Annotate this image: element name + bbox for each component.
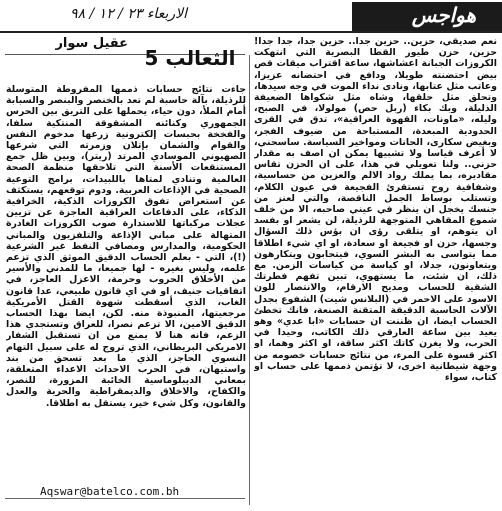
column-banner-label: هواجس <box>411 3 476 27</box>
column-divider <box>249 55 250 505</box>
footer-rule <box>5 498 245 499</box>
article-title: الثعالب 5 <box>144 46 236 70</box>
article-column-right: نعم صديقي، حزين.. حزين جدا.. حزين جدا، جدا جدا! حزين، حزن طيور القطا البصرية التي انتهكت الكروزات الجبانة اعشاشها، ساعة اقتراب ميقات قص بيض احتضنته طويلا، ودافع في احتضانه عزيزا، وعاتب مثل عتابها، ونادى نداء الموت في وجه سيدها، وتحلق مثل حلقها، وشاه مثل شكواها الضعيفة الذليلة، وبك بكاء (ربل حص) مولولا، في الصبح، وليله، «ماونات، القهوة العراقية»، تدق في القرى الحدودية المبعدة، المستباحة من ضيوف الفجر، وبغيض سكارى، الحانات ومواخير السياسة. ساسحني، لا أعرف قياسا ولا تشبيها يمكن ان اصف به مقدار حزني.. ولنا تعويلي في هذا، على ان الحزن تقاس مقاديره، بما يملك رواد الالم والعزين من حساسية، وشفافية روح تستقرئ الفجيعة في عيون الكلام، وتستلب بوساط الجمل الناقصة، والتي لعنز من جنسك يخجل ان ينظر في عيني صاحبه، الا من خلف شموع المقاهي المتوجهة للرذيلة، لن يشعر او بفسد ان يتوهم، او يتلقى رؤى ان بؤس ذلك السؤال وجسها، حزن او فجيعة او سعادة، او اي شيء اطلاقا مما يتواسى به البشر السوي، فيتحابون ويتكارهون ويتعاونون، جدلا، او كياسة من كياسات الزمن. مع ذلك، ان شئت، ما يستهوي، تبين تفهم فطرتك الشقية للحساب ومديح الارقام، والانتصار للون الاسود على الاحمر في (البلانس شيت) الشفوع بجدل الآلات الحاسبة الدقيقة المتقنة الصنعة، فانك تخطئ الحساب ايضا، ان ظننت ان حسابات «ابا عدي» وهو يعيد بين ساعة العارقي ذلك الكاتب، وحيدا في الحرب، ولا يغرن كاتك اكثر ساقة، او اكثر وهما، او اكثر قسوة على المرء، من نتائج حسابات خصومه من وجهة شيطانية اخرى، لا تؤتمن ذممها على حساب او كتاب، سواء <box>254 36 497 384</box>
author-email: Aqswar@batelco.com.bh <box>40 485 180 498</box>
page-header <box>0 0 502 32</box>
column-banner <box>352 2 502 32</box>
author-byline: عقيل سوار <box>55 36 128 51</box>
article-column-left: جاءت نتائج حسابات ذممها المفروطة المتوسلة للرذيلة، بآلة حاسبة لم تعد بالخنصر والبنصر والسبابة أمام الملأ، دون حياء، يحملها على التريق بين الحرس الجمهوري وكنائنه المشقوقة المنتكية سلفا، والفخخة بحبسات إلكترونية زرعها مدخوم النفس والقوام والشمان بإتلان وزمرته التي شرعها الصهيوني الموسادي المرتد (ريتر)، وبين ظل جمع المستنقعات الأسنة التي تلاحقها منظمة الصحة العالمية وتنادي لمتاها باللبيدات، برامج التوعية الصحية في الإذاعات العربية. ودوم توقعهم، يستكثف عن استعراض تفوق الكروزات الذكية، الخرافية الذكاء، على الدفاعات العراقية العاجزة عن تزيين عجلات مركباتها للاستدارة صوب الكروزات الغادرة المتهالة على مباني الإذاعة والتلفزيون والمباني الحكومية، والمدارس ومصافي النفط غير الشرعية (!)، التي - بعلم الحساب الدقيق الموثق الذي تزعم علمه، وليس بغيره - لها جميعا، ما للمدني والأسير من الأخلاق الحروب وحرمة، الاعزل العاجز، في اتفاقيات جنيف، او في اي قانون طبيعي، عدا قانون الغاب، الذي أسقطت شهوة القتل الأمريكية مرجعيتها، المنبوذة منه. لكن، ايضا بهذا الحساب الدقيق الامين، الا تزعم نصرا، للعراق وتستجدي هذا الزعم، فانه هنا لا يمنع من ان تستقبل الشفار الامريكي البريطاني، الذي تروج له على سبيل التهام النسوي الحاجز، الذي ما بعد تسحق من بند واستيهان، في الحرب الاحداث الاعداء المتعلقة، بمعاني الديبلوماسية الخائبة المزورة، للنصر، والكفاح، والاخلاق والديمقراطية والحرية والعدل والقانون، وكل شيء خير، يستقل به اطلاقا. <box>6 84 246 409</box>
dateline: الاربعاء ٢٣ / ١٢ / ٩٨ <box>70 6 187 22</box>
header-rule <box>0 31 502 33</box>
